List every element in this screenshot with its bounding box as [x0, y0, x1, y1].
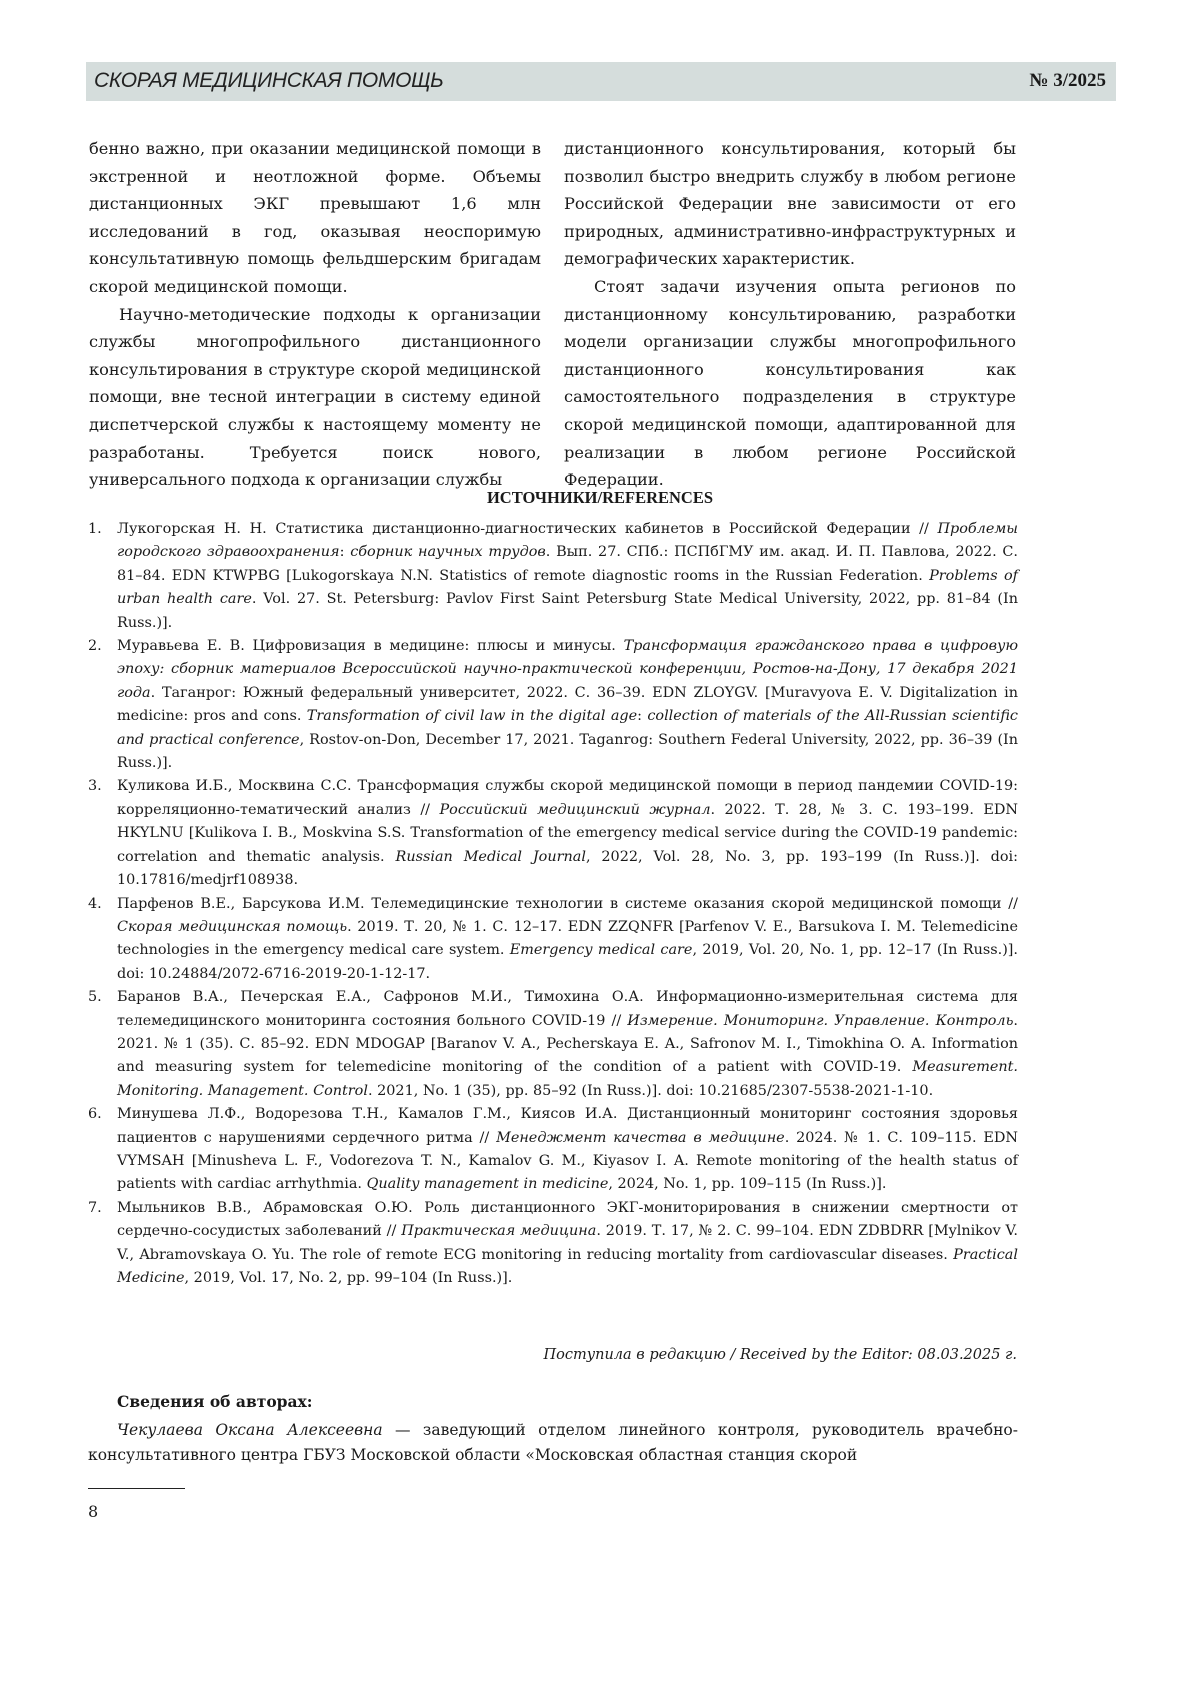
reference-text: Муравьева Е. В. Цифровизация в медицине: плюсы и минусы.	[117, 638, 624, 654]
reference-number: 1.	[88, 518, 102, 541]
reference-text: , Rostov-on-Don, December 17, 2021. Taganrog: Southern Federal University, 2022, pp. 36–39 (In Russ.)].	[117, 732, 1018, 771]
references-list	[88, 518, 1018, 1290]
reference-text: , 2019, Vol. 17, No. 2, pp. 99–104 (In Russ.)].	[185, 1270, 513, 1286]
reference-text: Минушева Л.Ф., Водорезова Т.Н., Камалов Г.М., Киясов И.А. Дистанционный мониторинг состояния здоровья пациентов с нарушениями сердечного ритма //	[117, 1106, 1018, 1145]
reference-number: 4.	[88, 893, 102, 916]
reference-source-title: сборник научных трудов	[350, 544, 546, 560]
reference-source-title: collection of materials of the All-Russian scientific and practical conference	[117, 708, 1018, 747]
author-name: Чекулаева Оксана Алексеевна	[117, 1421, 383, 1439]
reference-source-title: Трансформация гражданского права в цифровую эпоху: сборник материалов Всероссийской научно-практической конференции, Ростов-на-Дону, 17 декабря 2021 года	[117, 638, 1018, 701]
reference-source-title: Измерение. Мониторинг. Управление. Контроль	[627, 1013, 1013, 1029]
reference-number: 6.	[88, 1103, 102, 1126]
reference-number: 3.	[88, 775, 102, 798]
reference-source-title: Проблемы городского здравоохранения	[117, 521, 1018, 560]
reference-source-title: Менеджмент качества в медицине	[496, 1130, 785, 1146]
reference-item	[88, 1197, 1018, 1291]
reference-source-title: Practical Medicine	[117, 1247, 1018, 1286]
reference-source-title: Скорая медицинская помощь	[117, 919, 347, 935]
issue-number: № 3/2025	[1029, 70, 1106, 92]
reference-number: 7.	[88, 1197, 102, 1220]
paragraph: Стоят задачи изучения опыта регионов по дистанционному консультированию, разработки модели организации службы многопрофильного дистанционного консультирования как самостоятельного подразделения в структуре скорой медицинской помощи, адаптированной для реализации в любом регионе Российской Федерации.	[564, 273, 1016, 494]
left-column	[89, 135, 541, 494]
running-header	[86, 62, 1116, 101]
author-description: — заведующий отделом линейного контроля, руководитель врачебно-консультативного центра ГБУЗ Московской области «Московская областная станция скорой	[88, 1421, 1018, 1464]
received-date: Поступила в редакцию / Received by the Editor: 08.03.2025 г.	[543, 1347, 1017, 1363]
authors-heading: Сведения об авторах:	[117, 1392, 313, 1411]
reference-text: :	[340, 544, 351, 560]
reference-number: 2.	[88, 635, 102, 658]
reference-source-title: Russian Medical Journal	[395, 849, 585, 865]
footnote-rule	[88, 1488, 185, 1489]
reference-text: . 2022. Т. 28, № 3. С. 193–199. EDN HKYLNU [Kulikova I. B., Moskvina S.S. Transformation of the emergency medical service during the COVID-19 pandemic: correlation and thematic analysis.	[117, 802, 1018, 865]
reference-source-title: Transformation of civil law in the digital age	[307, 708, 637, 724]
reference-text: :	[637, 708, 647, 724]
reference-text: . Таганрог: Южный федеральный университет, 2022. С. 36–39. EDN ZLOYGV. [Muravyova E. V. Digitalization in medicine: pros and cons.	[117, 685, 1018, 724]
reference-item	[88, 893, 1018, 987]
page-number: 8	[88, 1502, 98, 1521]
reference-item	[88, 1103, 1018, 1197]
reference-text: . Vol. 27. St. Petersburg: Pavlov First Saint Petersburg State Medical University, 2022, pp. 81–84 (In Russ.)].	[117, 591, 1018, 630]
reference-text: Куликова И.Б., Москвина С.С. Трансформация службы скорой медицинской помощи в период пандемии COVID-19: корреляционно-тематический анализ //	[117, 778, 1018, 817]
right-column	[564, 135, 1016, 494]
reference-text: , 2019, Vol. 20, No. 1, pp. 12–17 (In Russ.)]. doi: 10.24884/2072-6716-2019-20-1-12-17.	[117, 942, 1018, 981]
reference-source-title: Problems of urban health care	[117, 568, 1018, 607]
paragraph: Научно-методические подходы к организации службы многопрофильного дистанционного консультирования в структуре скорой медицинской помощи, вне тесной интеграции в систему единой диспетчерской службы к настоящему моменту не разработаны. Требуется поиск нового, универсального подхода к организации службы	[89, 301, 541, 494]
reference-item	[88, 518, 1018, 635]
reference-text: Мыльников В.В., Абрамовская О.Ю. Роль дистанционного ЭКГ-мониторирования в снижении смертности от сердечно-сосудистых заболеваний //	[117, 1200, 1018, 1239]
reference-text: Баранов В.А., Печерская Е.А., Сафронов М.И., Тимохина О.А. Информационно-измерительная система для телемедицинского мониторинга состояния больного COVID-19 //	[117, 989, 1018, 1028]
reference-text: . 2019. Т. 17, № 2. С. 99–104. EDN ZDBDRR [Mylnikov V. V., Abramovskaya O. Yu. The role of remote ECG monitoring in reducing mortality from cardiovascular diseases.	[117, 1223, 1018, 1262]
reference-text: . 2021, No. 1 (35), pp. 85–92 (In Russ.)]. doi: 10.21685/2307-5538-2021-1-10.	[368, 1083, 933, 1099]
reference-number: 5.	[88, 986, 102, 1009]
reference-item	[88, 986, 1018, 1103]
references-heading: ИСТОЧНИКИ/REFERENCES	[0, 488, 1200, 508]
reference-source-title: Emergency medical care	[510, 942, 693, 958]
reference-source-title: Quality management in medicine	[367, 1176, 609, 1192]
reference-item	[88, 635, 1018, 775]
reference-source-title: Measurement. Monitoring. Management. Control	[117, 1059, 1018, 1098]
author-info	[88, 1418, 1018, 1468]
reference-text: . Вып. 27. СПб.: ПСПбГМУ им. акад. И. П. Павлова, 2022. С. 81–84. EDN KTWPBG [Lukogorskaya N.N. Statistics of remote diagnostic rooms in the Russian Federation.	[117, 544, 1018, 583]
reference-source-title: Практическая медицина	[401, 1223, 596, 1239]
reference-text: . 2019. Т. 20, № 1. С. 12–17. EDN ZZQNFR [Parfenov V. E., Barsukova I. M. Telemedicine technologies in the emergency medical care system.	[117, 919, 1018, 958]
reference-text: Парфенов В.Е., Барсукова И.М. Телемедицинские технологии в системе оказания скорой медицинской помощи //	[117, 896, 1018, 912]
paragraph: бенно важно, при оказании медицинской помощи в экстренной и неотложной форме. Объемы дистанционных ЭКГ превышают 1,6 млн исследований в год, оказывая неоспоримую консультативную помощь фельдшерским бригадам скорой медицинской помощи.	[89, 135, 541, 301]
reference-source-title: Российский медицинский журнал	[439, 802, 710, 818]
reference-text: , 2022, Vol. 28, No. 3, pp. 193–199 (In Russ.)]. doi: 10.17816/medjrf108938.	[117, 849, 1018, 888]
reference-text: , 2024, No. 1, pp. 109–115 (In Russ.)].	[608, 1176, 886, 1192]
journal-title: СКОРАЯ МЕДИЦИНСКАЯ ПОМОЩЬ	[94, 69, 444, 93]
reference-text: . 2024. № 1. С. 109–115. EDN VYMSAH [Minusheva L. F., Vodorezova T. N., Kamalov G. M., Kiyasov I. A. Remote monitoring of the health status of patients with cardiac arrhythmia.	[117, 1130, 1018, 1193]
reference-text: . 2021. № 1 (35). С. 85–92. EDN MDOGAP [Baranov V. A., Pecherskaya E. A., Safronov M. I., Timokhina O. A. Information and measuring system for telemedicine monitoring of the condition of a patient with COVID-19.	[117, 1013, 1018, 1076]
reference-item	[88, 775, 1018, 892]
reference-text: Лукогорская Н. Н. Статистика дистанционно-диагностических кабинетов в Российской Федерации //	[117, 521, 937, 537]
paragraph: дистанционного консультирования, который бы позволил быстро внедрить службу в любом регионе Российской Федерации вне зависимости от его природных, административно-инфраструктурных и демографических характеристик.	[564, 135, 1016, 273]
